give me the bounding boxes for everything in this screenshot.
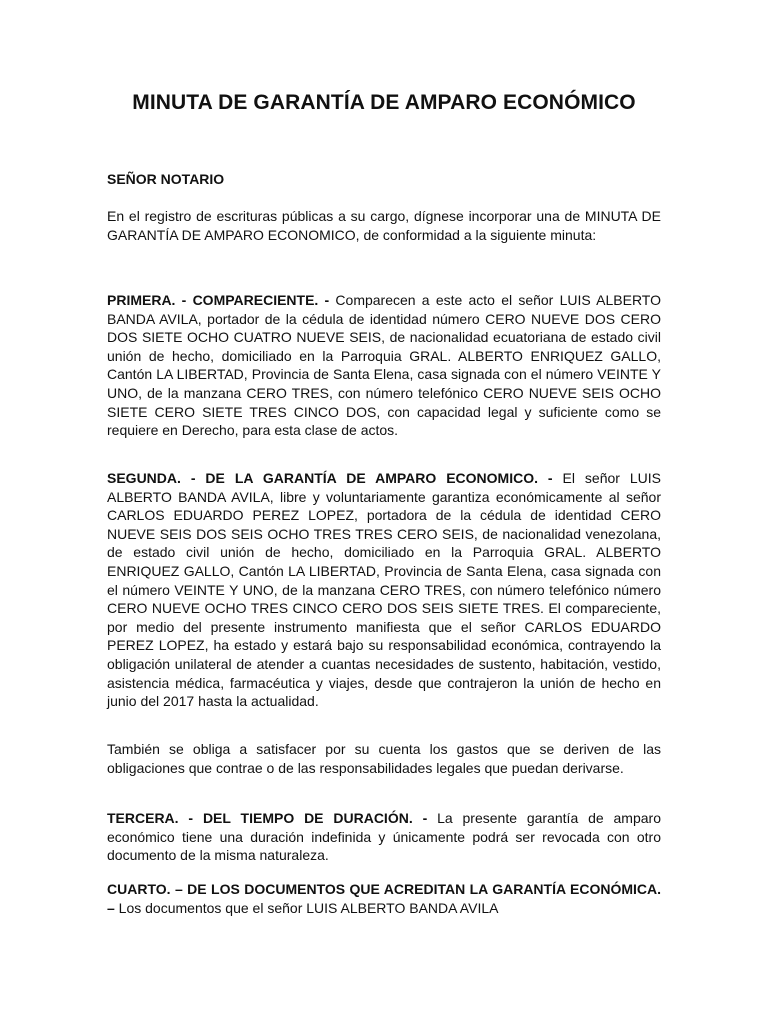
clause-cuarto [107,880,661,917]
clause-tercera-heading: TERCERA. - DEL TIEMPO DE DURACIÓN. - [107,810,428,826]
clause-segunda-text: El señor LUIS ALBERTO BANDA AVILA, libre y voluntariamente garantiza económicamente al señor CARLOS EDUARDO PEREZ LOPEZ, portadora de la cédula de identidad CERO NUEVE SEIS DOS SEIS OCHO TRES TRES CERO SEIS, de nacionalidad venezolana, de estado civil unión de hecho, domiciliado en la Parroquia GRAL. ALBERTO ENRIQUEZ GALLO, Cantón LA LIBERTAD, Provincia de Santa Elena, casa signada con el número VEINTE Y UNO, de la manzana CERO TRES, con número telefónico número CERO NUEVE OCHO TRES CINCO CERO DOS SEIS SIETE TRES. El compareciente, por medio del presente instrumento manifiesta que el señor CARLOS EDUARDO PEREZ LOPEZ, ha estado y estará bajo su responsabilidad económica, contrayendo la obligación unilateral de atender a cuantas necesidades de sustento, habitación, vestido, asistencia médica, farmacéutica y viajes, desde que contrajeron la unión de hecho en junio del 2017 hasta la actualidad. [107,470,662,710]
continuation-text: También se obliga a satisfacer por su cuenta los gastos que se deriven de las obligaciones que contrae o de las responsabilidades legales que puedan derivarse. [107,741,661,776]
clause-tercera-text: La presente garantía de amparo económico tiene una duración indefinida y únicamente podrá ser revocada con otro documento de la misma naturaleza. [107,810,661,864]
clause-segunda-continuation [107,740,661,777]
salutation: SEÑOR NOTARIO [107,171,225,187]
clause-primera-text: Comparecen a este acto el señor LUIS ALBERTO BANDA AVILA, portador de la cédula de identidad número CERO NUEVE DOS CERO DOS SIETE OCHO CUATRO NUEVE SEIS, de nacionalidad ecuatoriana de estado civil unión de hecho, domiciliado en la Parroquia GRAL. ALBERTO ENRIQUEZ GALLO, Cantón LA LIBERTAD, Provincia de Santa Elena, casa signada con el número VEINTE Y UNO, de la manzana CERO TRES, con número telefónico CERO NUEVE SEIS OCHO SIETE CERO SIETE TRES CINCO DOS, con capacidad legal y suficiente como se requiere en Derecho, para esta clase de actos. [107,292,661,439]
clause-tercera [107,809,661,865]
clause-cuarto-text: Los documentos que el señor LUIS ALBERTO BANDA AVILA [114,899,499,916]
clause-primera [107,291,661,440]
clause-segunda [107,469,661,711]
clause-segunda-heading: SEGUNDA. - DE LA GARANTÍA DE AMPARO ECONOMICO. - [107,470,553,486]
document-title: MINUTA DE GARANTÍA DE AMPARO ECONÓMICO [132,91,636,114]
intro-paragraph: En el registro de escrituras públicas a su cargo, dígnese incorporar una de MINUTA DE GARANTÍA DE AMPARO ECONOMICO, de conformidad a la siguiente minuta: [107,208,661,243]
clause-cuarto-heading: CUARTO. – DE LOS DOCUMENTOS QUE ACREDITAN LA GARANTÍA ECONÓMICA. – [107,881,661,916]
clause-primera-heading: PRIMERA. - COMPARECIENTE. - [107,292,330,308]
